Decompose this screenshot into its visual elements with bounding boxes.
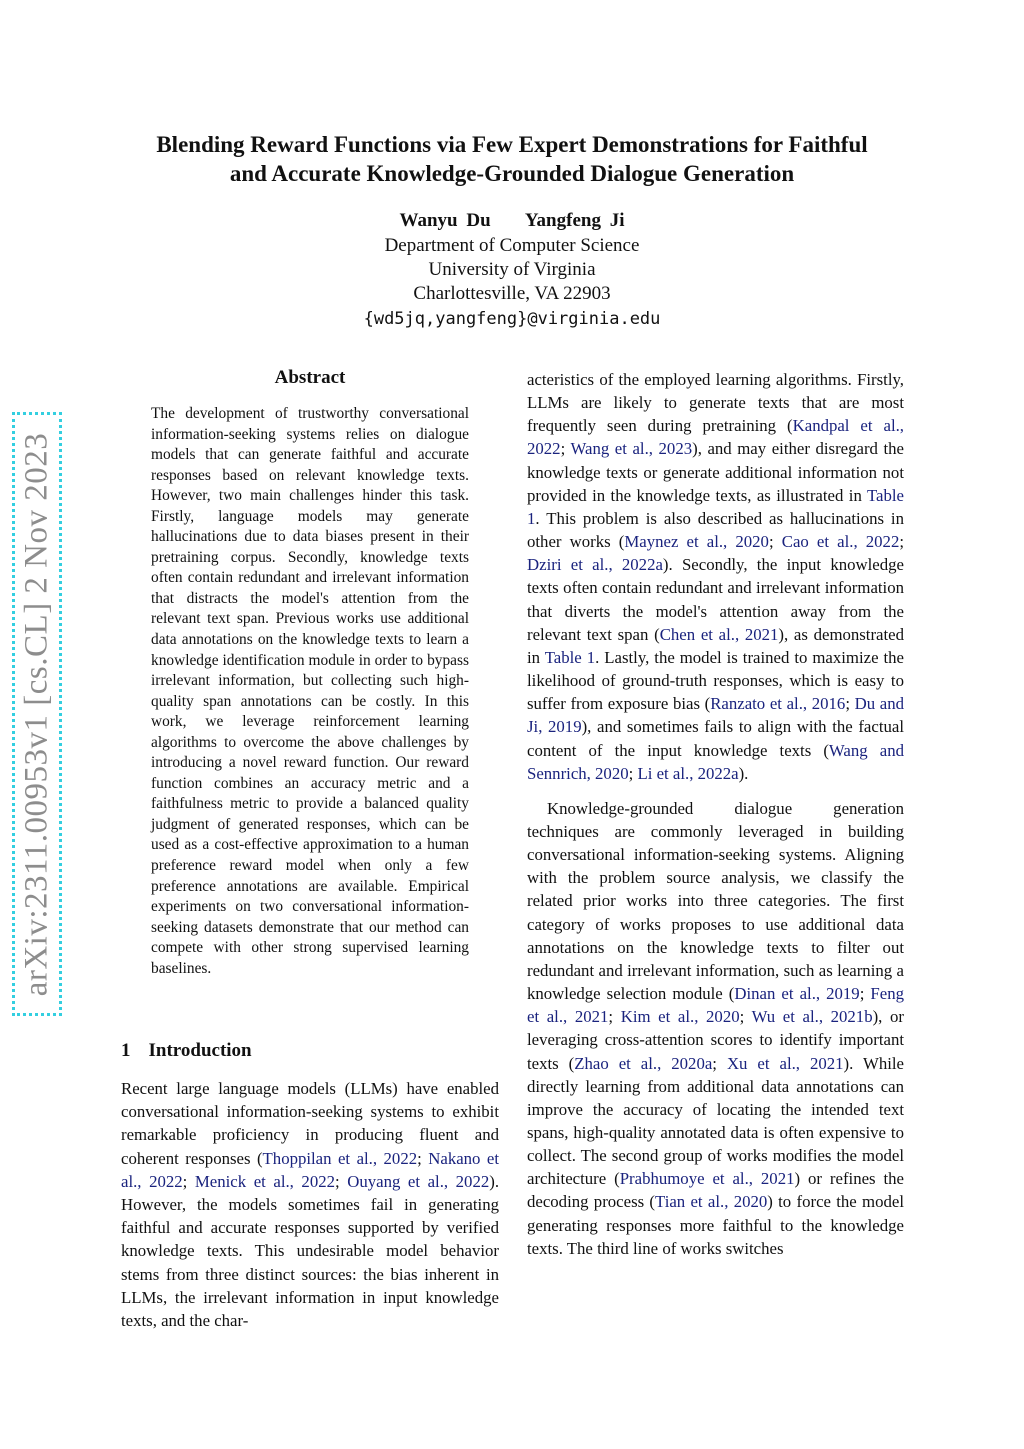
section-title: Introduction xyxy=(148,1040,252,1061)
title-line-1: Blending Reward Functions via Few Expert Demonstrations for Faithful xyxy=(156,132,868,157)
citation-link[interactable]: Li et al., 2022a xyxy=(637,763,739,783)
citation-link[interactable]: Kim et al., 2020 xyxy=(620,1007,740,1027)
citation-link[interactable]: Dziri et al., 2022a xyxy=(527,555,663,575)
intro-paragraph-right-1: acteristics of the employed learning algorithms. Firstly, LLMs are likely to generate texts that are most frequently seen during pretraining (Kandpal et al., 2022; Wang et al., 2023), and may either disregard the knowledge texts or generate additional information not provided in the knowledge texts, as illustrated in Table 1. This problem is also described as hallucinations in other works (Maynez et al., 2020; Cao et al., 2022; Dziri et al., 2022a). Secondly, the input knowledge texts often contain redundant and irrelevant information that diverts the model's attention away from the relevant text span (Chen et al., 2021), as demonstrated in Table 1. Lastly, the model is trained to maximize the likelihood of ground-truth responses, which is easy to suffer from exposure bias (Ranzato et al., 2016; Du and Ji, 2019), and sometimes fails to align with the factual content of the input knowledge texts (Wang and Sennrich, 2020; Li et al., 2022a). xyxy=(527,370,905,783)
arxiv-id: arXiv:2311.00953v1 [cs.CL] 2 Nov 2023 xyxy=(18,432,55,996)
author-location: Charlottesville, VA 22903 xyxy=(413,283,611,304)
right-column xyxy=(527,368,904,1260)
citation-link[interactable]: Ouyang et al., 2022 xyxy=(347,1171,490,1191)
author-department: Department of Computer Science xyxy=(384,235,640,256)
citation-link[interactable]: Nakano et al., 2022 xyxy=(121,1148,500,1191)
author-block xyxy=(212,208,812,332)
citation-link[interactable]: Dinan et al., 2019 xyxy=(734,984,860,1004)
citation-link[interactable]: Ranzato et al., 2016 xyxy=(710,694,846,714)
citation-link[interactable]: Zhao et al., 2020a xyxy=(574,1053,713,1073)
citation-link[interactable]: Wang et al., 2023 xyxy=(570,439,693,459)
citation-link[interactable]: Menick et al., 2022 xyxy=(194,1171,335,1191)
abstract-heading: Abstract xyxy=(274,367,346,388)
citation-link[interactable]: Xu et al., 2021 xyxy=(726,1053,844,1073)
section-heading-introduction xyxy=(121,1040,252,1062)
author-university: University of Virginia xyxy=(428,259,596,280)
abstract-text: The development of trustworthy conversational information-seeking systems relies on dialogue models that can generate faithful and accurate responses based on relevant knowledge texts. However, two main challenges hinder this task. Firstly, language models may generate hallucinations due to data biases present in their pretraining corpus. Secondly, knowledge texts often contain redundant and irrelevant information that distracts the model's attention from the relevant text span. Previous works use additional data annotations on the knowledge texts to learn a knowledge identification module in order to bypass irrelevant information, but collecting such high-quality span annotations can be costly. In this work, we leverage reinforcement learning algorithms to overcome the above challenges by introducing a novel reward function. Our reward function combines an accuracy metric and a faithfulness metric to provide a balanced quality judgment of generated responses, which can be used as a cost-effective approximation to a human preference reward model when only a few preference annotations are available. Empirical experiments on two conversational information-seeking datasets demonstrate that our method can compete with other strong supervised learning baselines. xyxy=(151,405,469,977)
citation-link[interactable]: Du and Ji, 2019 xyxy=(527,694,905,737)
citation-link[interactable]: Prabhumoye et al., 2021 xyxy=(619,1169,795,1189)
section-number: 1 xyxy=(121,1040,131,1061)
title-line-2: and Accurate Knowledge-Grounded Dialogue Generation xyxy=(229,161,795,186)
citation-link[interactable]: Thoppilan et al., 2022 xyxy=(262,1148,418,1168)
author-names: Wanyu Du Yangfeng Ji xyxy=(399,210,625,231)
arxiv-stamp xyxy=(12,412,62,1016)
citation-link[interactable]: Maynez et al., 2020 xyxy=(624,532,769,552)
intro-paragraph-right-2: Knowledge-grounded dialogue generation techniques are commonly leveraged in building conversational information-seeking systems. Aligning with the problem source analysis, we classify the related prior works into three categories. The first category of works proposes to use additional data annotations on the knowledge texts to filter out redundant and irrelevant information, such as learning a knowledge selection module (Dinan et al., 2019; Feng et al., 2021; Kim et al., 2020; Wu et al., 2021b), or leveraging cross-attention scores to identify important texts (Zhao et al., 2020a; Xu et al., 2021). While directly learning from additional data annotations can improve the accuracy of locating the intended text spans, high-quality annotated data is often expensive to collect. The second group of works modifies the model architecture (Prabhumoye et al., 2021) or refines the decoding process (Tian et al., 2020) to force the model generating responses more faithful to the knowledge texts. The third line of works switches xyxy=(527,798,905,1258)
paper-title xyxy=(100,130,924,188)
citation-link[interactable]: Wang and Sennrich, 2020 xyxy=(527,740,904,783)
citation-link[interactable]: Wu et al., 2021b xyxy=(751,1007,873,1027)
citation-link[interactable]: Kandpal et al., 2022 xyxy=(527,416,904,459)
citation-link[interactable]: Table 1 xyxy=(544,647,596,667)
intro-paragraph-left: Recent large language models (LLMs) have enabled conversational information-seeking systems to exhibit remarkable proficiency in producing fluent and coherent responses (Thoppilan et al., 2022; Nakano et al., 2022; Menick et al., 2022; Ouyang et al., 2022). However, the models sometimes fail in generating faithful and accurate responses supported by verified knowledge texts. This undesirable model behavior stems from three distinct sources: the bias inherent in LLMs, the irrelevant information in input knowledge texts, and the char- xyxy=(121,1079,500,1331)
citation-link[interactable]: Cao et al., 2022 xyxy=(781,532,900,552)
citation-link[interactable]: Table 1 xyxy=(527,485,904,528)
citation-link[interactable]: Feng et al., 2021 xyxy=(527,984,904,1027)
citation-link[interactable]: Tian et al., 2020 xyxy=(655,1192,768,1212)
author-email: {wd5jq,yangfeng}@virginia.edu xyxy=(363,309,661,329)
citation-link[interactable]: Chen et al., 2021 xyxy=(659,624,779,644)
